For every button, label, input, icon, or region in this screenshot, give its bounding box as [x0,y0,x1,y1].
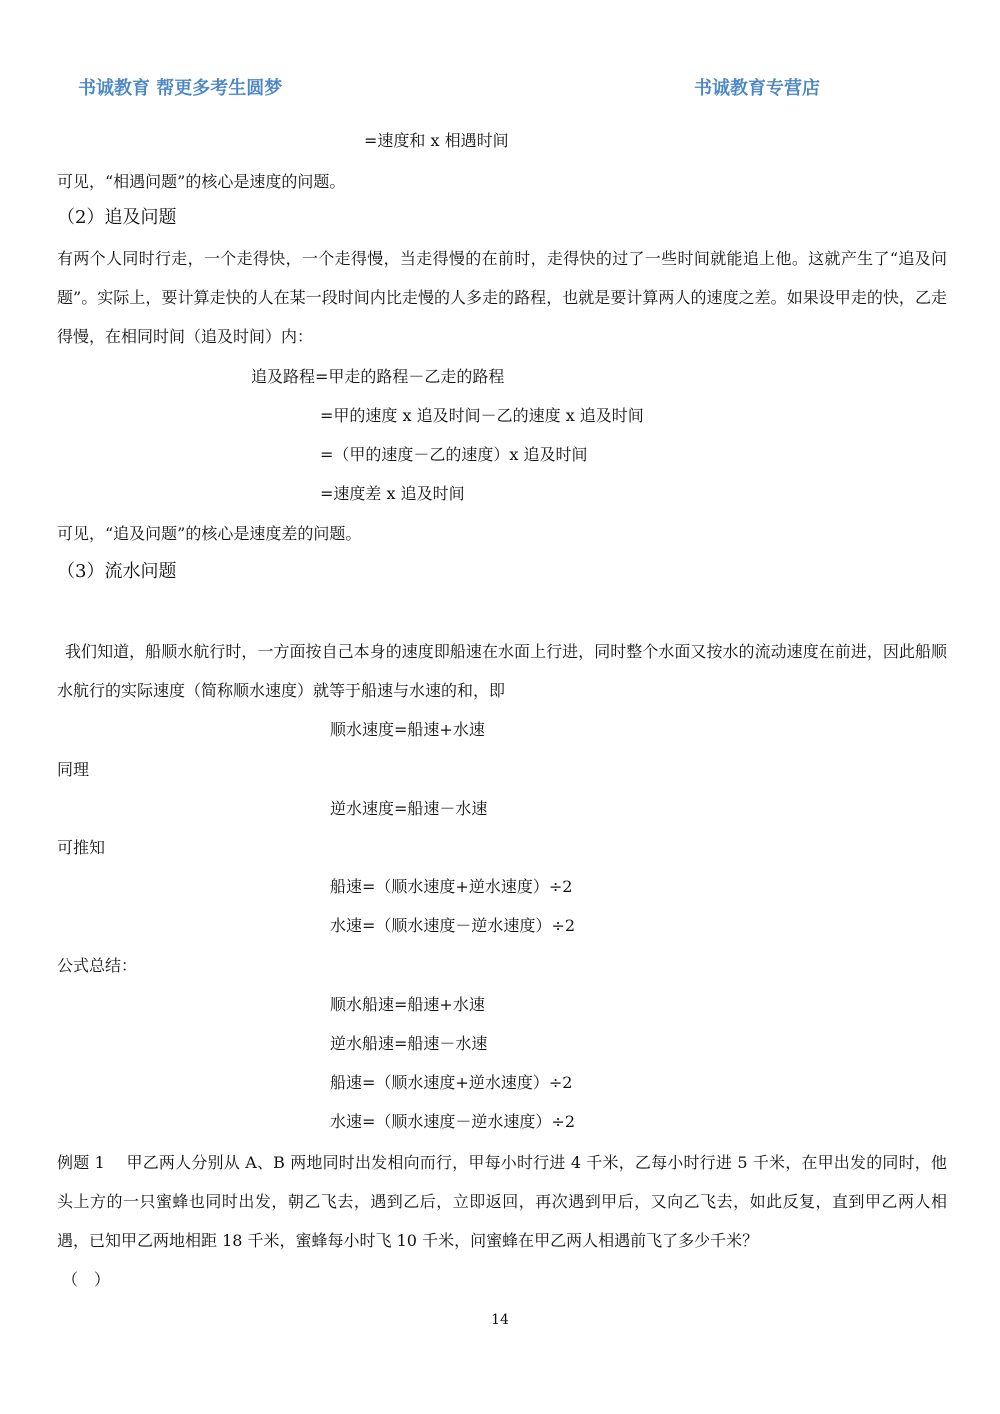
summary-formula-3: 船速=（顺水速度+逆水速度）÷2 [330,1073,573,1092]
flow-formula-1: 顺水速度=船速+水速 [330,720,485,739]
summary-formula-4: 水速=（顺水速度－逆水速度）÷2 [330,1112,575,1131]
flow-formula-2: 逆水速度=船速－水速 [330,799,488,818]
header-right-title: 书诚教育专营店 [694,78,820,99]
meet-formula-end: =速度和 x 相遇时间 [364,131,509,150]
summary-label: 公式总结： [57,956,138,975]
chase-section-title: （2）追及问题 [57,207,177,228]
infer-label: 可推知 [57,838,106,857]
meet-conclusion: 可见，“相遇问题”的核心是速度的问题。 [57,172,346,191]
chase-formula-4: =速度差 x 追及时间 [320,484,465,503]
flow-section-title: （3）流水问题 [57,561,177,582]
chase-formula-2: =甲的速度 x 追及时间－乙的速度 x 追及时间 [320,406,644,425]
flow-formula-4: 水速=（顺水速度－逆水速度）÷2 [330,916,575,935]
summary-formula-1: 顺水船速=船速+水速 [330,995,485,1014]
answer-blank: （ ） [62,1270,111,1289]
chase-formula-1: 追及路程=甲走的路程－乙走的路程 [251,367,505,386]
chase-paragraph: 有两个人同时行走，一个走得快，一个走得慢，当走得慢的在前时，走得快的过了一些时间就能追上他。这就产生了“追及问题”。实际上，要计算走快的人在某一段时间内比走慢的人多走的路程，也就是要计算两人的速度之差。如果设甲走的快，乙走得慢，在相同时间（追及时间）内： [57,249,947,346]
summary-formula-2: 逆水船速=船速－水速 [330,1034,488,1053]
header-left-title: 书诚教育 帮更多考生圆梦 [78,78,283,99]
example-paragraph: 例题 1 甲乙两人分别从 A、B 两地同时出发相向而行，甲每小时行进 4 千米，乙每小时行进 5 千米，在甲出发的同时，他头上方的一只蜜蜂也同时出发，朝乙飞去，遇到乙后，立即返回，再次遇到甲后，又向乙飞去，如此反复，直到甲乙两人相遇，已知甲乙两地相距 18 千米，蜜蜂每小时飞 10 千米，问蜜蜂在甲乙两人相遇前飞了多少千米？ [57,1153,947,1250]
page-number: 14 [491,1312,509,1328]
flow-formula-3: 船速=（顺水速度+逆水速度）÷2 [330,877,573,896]
flow-paragraph: 我们知道，船顺水航行时，一方面按自己本身的速度即船速在水面上行进，同时整个水面又按水的流动速度在前进，因此船顺水航行的实际速度（简称顺水速度）就等于船速与水速的和，即 [57,642,947,700]
chase-conclusion: 可见，“追及问题”的核心是速度差的问题。 [57,524,362,543]
same-reason-label: 同理 [57,760,90,779]
chase-formula-3: =（甲的速度－乙的速度）x 追及时间 [320,445,588,464]
